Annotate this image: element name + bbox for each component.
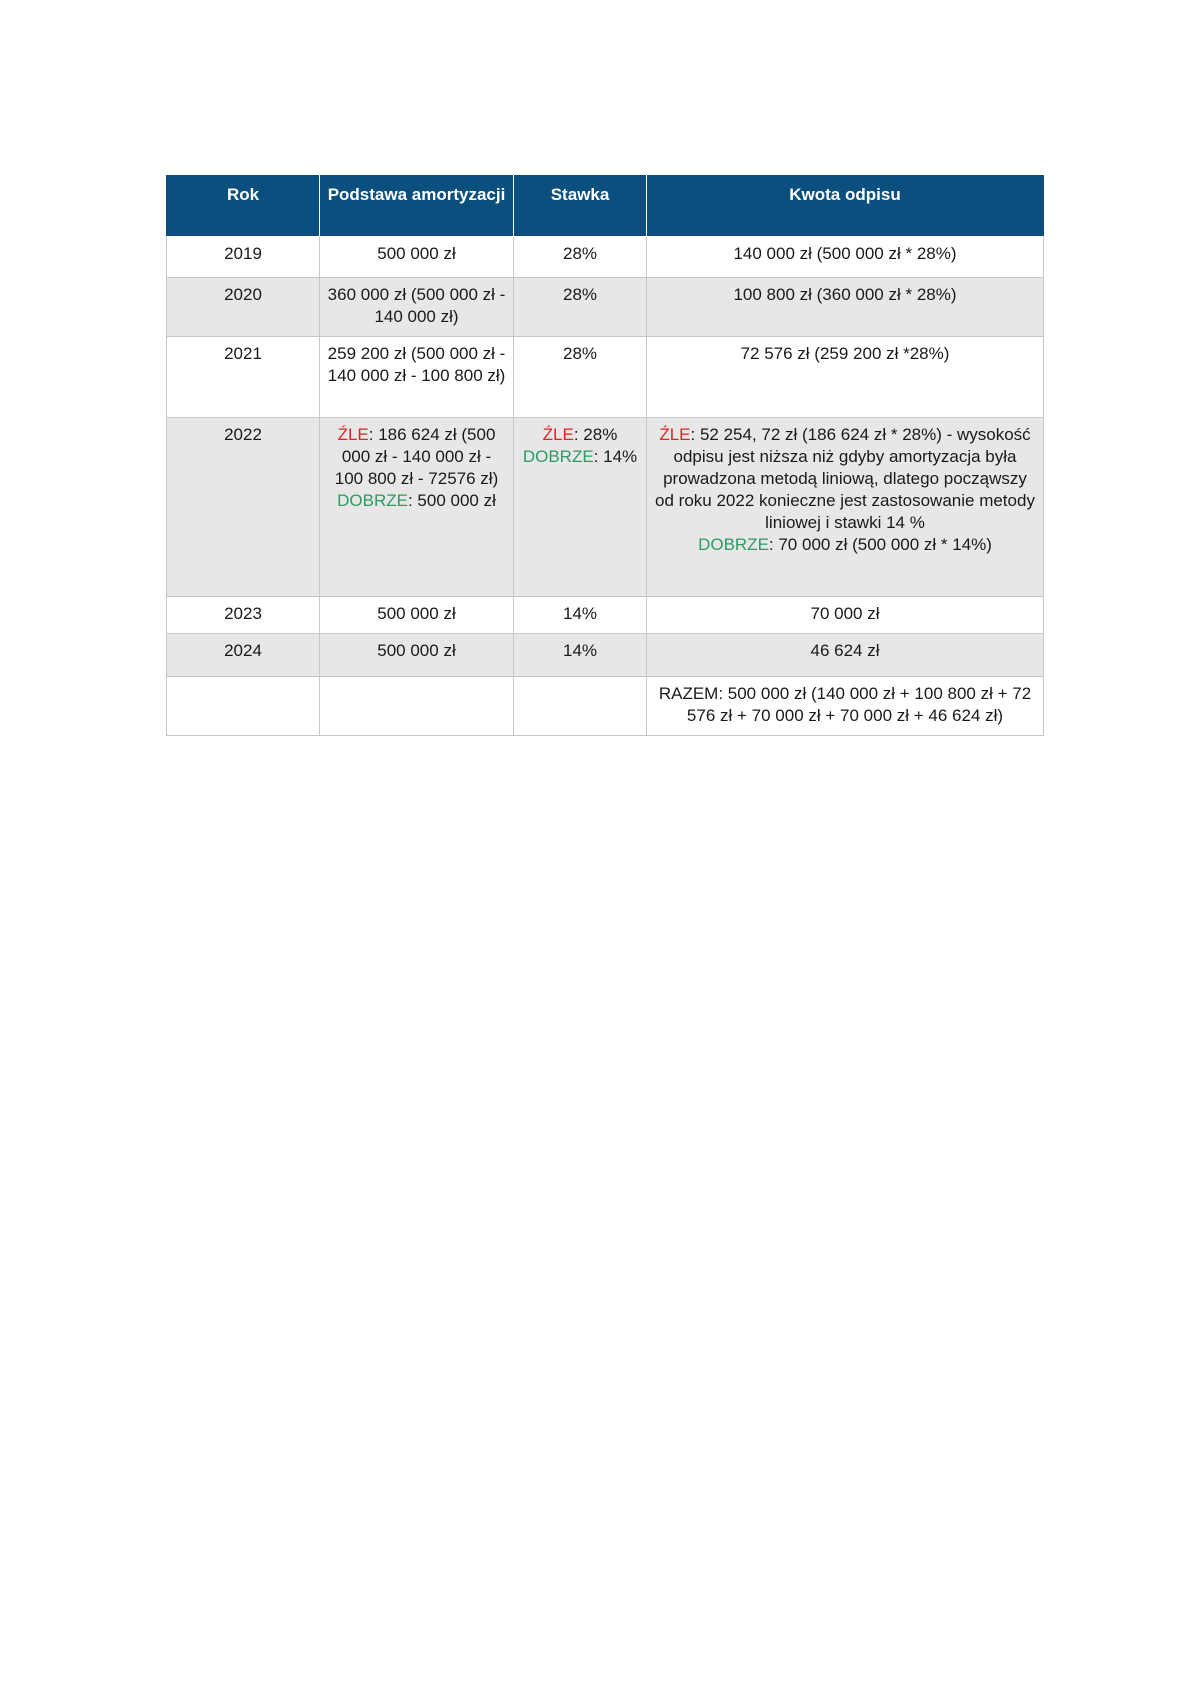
cell-base: 360 000 zł (500 000 zł - 140 000 zł) — [320, 278, 514, 337]
cell-total: RAZEM: 500 000 zł (140 000 zł + 100 800 zł + 72 576 zł + 70 000 zł + 70 000 zł + 46 624 zł) — [647, 677, 1044, 736]
cell-year: 2023 — [167, 597, 320, 634]
cell-amount: 100 800 zł (360 000 zł * 28%) — [647, 278, 1044, 337]
cell-base: 500 000 zł — [320, 634, 514, 677]
good-label: DOBRZE — [337, 491, 408, 510]
cell-amount: 72 576 zł (259 200 zł *28%) — [647, 337, 1044, 418]
total-row — [167, 677, 1044, 736]
table-row — [167, 278, 1044, 337]
cell-year: 2020 — [167, 278, 320, 337]
cell-empty — [320, 677, 514, 736]
header-year: Rok — [167, 176, 320, 237]
cell-year: 2024 — [167, 634, 320, 677]
bad-text: : 186 624 zł (500 000 zł - 140 000 zł - 100 800 zł - 72576 zł) — [334, 425, 499, 488]
cell-empty — [514, 677, 647, 736]
cell-amount: 46 624 zł — [647, 634, 1044, 677]
cell-amount — [647, 418, 1044, 597]
table-row — [167, 634, 1044, 677]
cell-empty — [167, 677, 320, 736]
cell-year: 2022 — [167, 418, 320, 597]
bad-text: : 28% — [573, 425, 618, 444]
cell-base: 259 200 zł (500 000 zł - 140 000 zł - 100 800 zł) — [320, 337, 514, 418]
cell-base — [320, 418, 514, 597]
depreciation-table — [166, 175, 1044, 736]
cell-amount: 140 000 zł (500 000 zł * 28%) — [647, 237, 1044, 278]
bad-text: : 52 254, 72 zł (186 624 zł * 28%) - wysokość odpisu jest niższa niż gdyby amortyzacja była prowadzona metodą liniową, dlatego począwszy od roku 2022 konieczne jest zastosowanie metody liniowej i stawki 14 % — [655, 425, 1035, 532]
cell-rate: 14% — [514, 597, 647, 634]
cell-amount: 70 000 zł — [647, 597, 1044, 634]
cell-rate: 28% — [514, 337, 647, 418]
good-label: DOBRZE — [522, 447, 594, 466]
header-rate: Stawka — [514, 176, 647, 237]
cell-base: 500 000 zł — [320, 597, 514, 634]
good-text: : 14% — [593, 447, 638, 466]
cell-rate: 28% — [514, 237, 647, 278]
table-row — [167, 597, 1044, 634]
table-row — [167, 337, 1044, 418]
cell-year: 2021 — [167, 337, 320, 418]
cell-rate: 14% — [514, 634, 647, 677]
header-base: Podstawa amortyzacji — [320, 176, 514, 237]
good-text: : 70 000 zł (500 000 zł * 14%) — [768, 535, 992, 554]
header-amount: Kwota odpisu — [647, 176, 1044, 237]
table-row — [167, 237, 1044, 278]
bad-label: ŹLE — [542, 425, 574, 444]
cell-year: 2019 — [167, 237, 320, 278]
good-text: : 500 000 zł — [407, 491, 496, 510]
good-label: DOBRZE — [698, 535, 769, 554]
bad-label: ŹLE — [659, 425, 691, 444]
cell-rate: 28% — [514, 278, 647, 337]
table-row — [167, 418, 1044, 597]
cell-base: 500 000 zł — [320, 237, 514, 278]
table-header-row — [167, 176, 1044, 237]
bad-label: ŹLE — [337, 425, 369, 444]
cell-rate — [514, 418, 647, 597]
